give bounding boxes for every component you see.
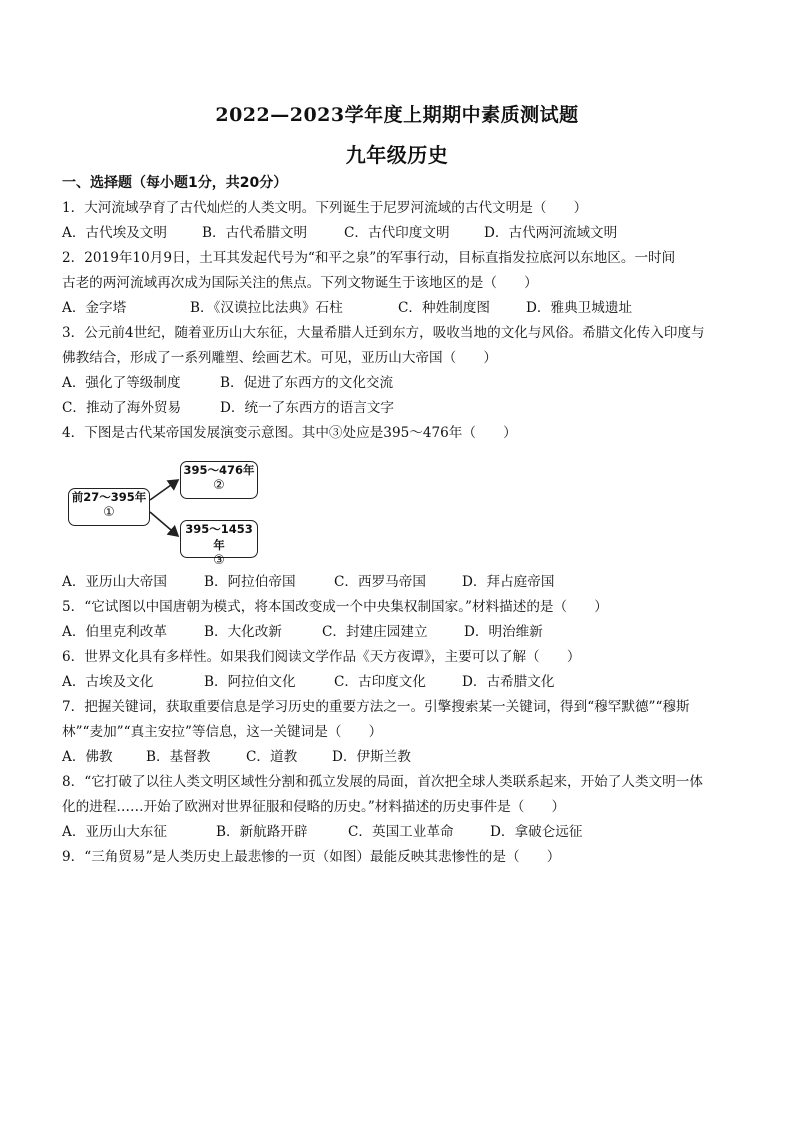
question-3-line-2: 佛教结合，形成了一系列雕塑、绘画艺术。可见，亚历山大帝国（ ） (62, 350, 497, 366)
question-6-options (62, 672, 752, 692)
question-2-line-2: 古老的两河流域再次成为国际关注的焦点。下列文物诞生于该地区的是（ ） (62, 275, 538, 291)
arrow-to-3 (150, 512, 178, 536)
option-b[interactable]: B．阿拉伯文化 (204, 674, 296, 690)
option-a[interactable]: A．古埃及文化 (62, 674, 154, 690)
exam-title: 2022—2023学年度上期期中素质测试题 (215, 104, 579, 126)
option-c[interactable]: C．古印度文化 (334, 674, 426, 690)
question-4: 4．下图是古代某帝国发展演变示意图。其中③处应是395～476年（ ） (62, 425, 517, 441)
question-5: 5．“它试图以中国唐朝为模式，将本国改变成一个中央集权制国家。”材料描述的是（ ） (62, 599, 608, 615)
option-b[interactable]: B．基督教 (146, 749, 211, 765)
option-d[interactable]: D．古希腊文化 (462, 674, 555, 690)
option-d[interactable]: D．明治维新 (464, 624, 543, 640)
question-5-options (62, 622, 752, 642)
option-d[interactable]: D．雅典卫城遗址 (526, 300, 633, 316)
option-d[interactable]: D．拿破仑远征 (490, 824, 583, 840)
diagram-box-1 (68, 488, 150, 526)
question-7-line-1: 7．把握关键词，获取重要信息是学习历史的重要方法之一。引擎搜索某一关键词，得到“穆罕默德”“穆斯 (62, 699, 690, 715)
box-1-number: ① (103, 505, 115, 520)
option-c[interactable]: C．种姓制度图 (398, 300, 490, 316)
question-1-options (62, 223, 752, 243)
option-b[interactable]: B．阿拉伯帝国 (204, 574, 296, 590)
option-b[interactable]: B．新航路开辟 (216, 824, 308, 840)
option-b[interactable]: B．《汉谟拉比法典》石柱 (190, 300, 343, 316)
option-a[interactable]: A．金字塔 (62, 300, 127, 316)
question-9: 9．“三角贸易”是人类历史上最悲惨的一页（如图）最能反映其悲惨性的是（ ） (62, 849, 561, 865)
question-3-options-row-2 (62, 398, 752, 418)
diagram-box-2 (180, 461, 258, 499)
question-8-options (62, 822, 752, 842)
box-1-years: 前27～395年 (71, 490, 147, 504)
arrow-to-2 (150, 480, 178, 500)
exam-subtitle: 九年级历史 (345, 143, 449, 167)
option-c[interactable]: C．推动了海外贸易 (62, 400, 182, 416)
option-c[interactable]: C．道教 (246, 749, 298, 765)
question-2-line-1: 2．2019年10月9日，土耳其发起代号为“和平之泉”的军事行动，目标直指发拉底河以东地区。一时间 (62, 250, 676, 266)
box-3-years: 395～1453年 (185, 522, 253, 552)
option-a[interactable]: A．亚历山大东征 (62, 824, 167, 840)
diagram-box-3 (180, 520, 258, 568)
option-c[interactable]: C．封建庄园建立 (322, 624, 428, 640)
option-a[interactable]: A．古代埃及文明 (62, 225, 167, 241)
option-a[interactable]: A．亚历山大帝国 (62, 574, 167, 590)
option-c[interactable]: C．古代印度文明 (344, 225, 450, 241)
question-3-options-row-1 (62, 373, 752, 393)
option-b[interactable]: B．古代希腊文明 (202, 225, 308, 241)
box-3-number: ③ (213, 553, 225, 568)
option-c[interactable]: C．西罗马帝国 (334, 574, 426, 590)
question-7-options (62, 747, 752, 767)
question-7-line-2: 林”“麦加”“真主安拉”等信息，这一关键词是（ ） (62, 724, 383, 740)
option-b[interactable]: B．大化改新 (204, 624, 282, 640)
question-6: 6．世界文化具有多样性。如果我们阅读文学作品《天方夜谭》，主要可以了解（ ） (62, 649, 581, 665)
question-1: 1．大河流域孕育了古代灿烂的人类文明。下列诞生于尼罗河流域的古代文明是（ ） (62, 200, 588, 216)
option-d[interactable]: D．伊斯兰教 (332, 749, 411, 765)
option-a[interactable]: A．强化了等级制度 (62, 375, 181, 391)
question-4-options (62, 572, 752, 592)
empire-evolution-diagram (62, 460, 262, 568)
option-b[interactable]: B．促进了东西方的文化交流 (220, 375, 394, 391)
option-d[interactable]: D．统一了东西方的语言文字 (220, 400, 395, 416)
option-a[interactable]: A．佛教 (62, 749, 113, 765)
question-8-line-1: 8．“它打破了以往人类文明区域性分割和孤立发展的局面，首次把全球人类联系起来，开始了人类文明一体 (62, 774, 703, 790)
option-d[interactable]: D．古代两河流域文明 (484, 225, 618, 241)
option-c[interactable]: C．英国工业革命 (348, 824, 454, 840)
box-2-years: 395～476年 (183, 463, 255, 477)
question-2-options (62, 298, 752, 318)
question-8-line-2: 化的进程……开始了欧洲对世界征服和侵略的历史。”材料描述的历史事件是（ ） (62, 799, 566, 815)
question-3-line-1: 3．公元前4世纪，随着亚历山大东征，大量希腊人迁到东方，吸收当地的文化与风俗。希腊文化传入印度与 (62, 325, 705, 341)
section-heading: 一、选择题（每小题1分，共20分） (62, 175, 288, 191)
option-a[interactable]: A．伯里克利改革 (62, 624, 167, 640)
option-d[interactable]: D．拜占庭帝国 (462, 574, 555, 590)
box-2-number: ② (213, 478, 225, 493)
